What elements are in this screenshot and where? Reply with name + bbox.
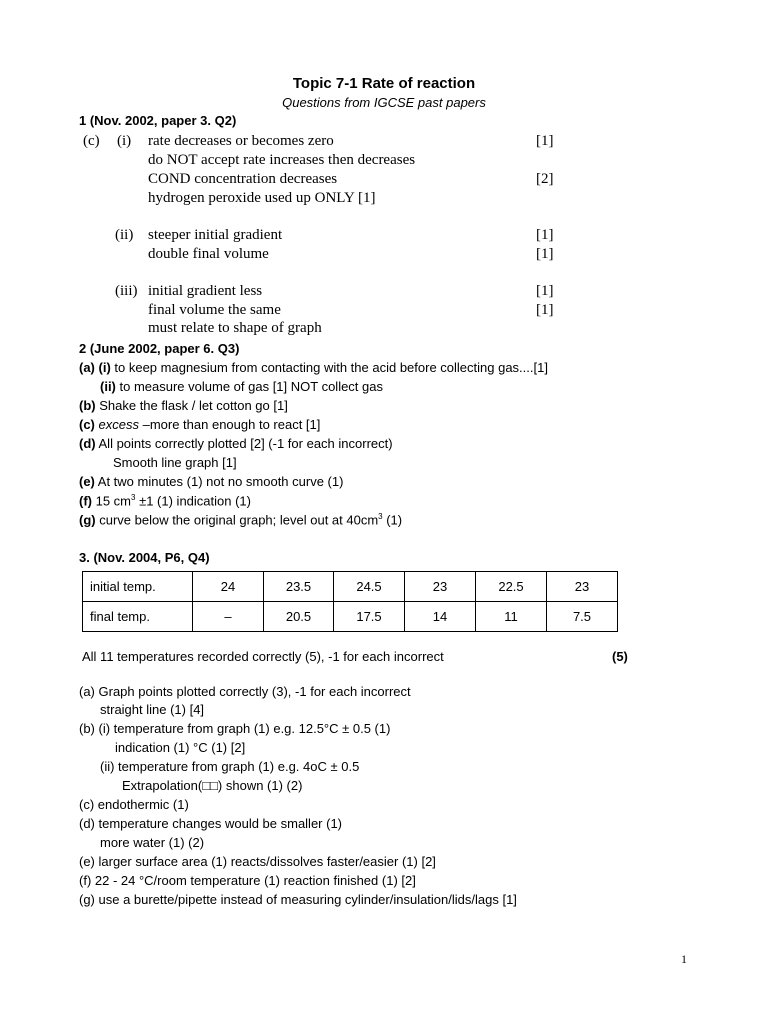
q2-c: (c) excess –more than enough to react [1]	[79, 417, 321, 432]
q2-a-i: (a) (i) to keep magnesium from contacting with the acid before collecting gas....[1]	[79, 360, 548, 375]
table-cell: 20.5	[264, 602, 334, 632]
table-cell: 23	[405, 572, 476, 602]
table-cell: 7.5	[547, 602, 618, 632]
q2-g: (g) curve below the original graph; level out at $40cm^3$ (1)	[79, 512, 403, 528]
q3-table-note-mark: (5)	[612, 649, 628, 664]
table-cell: 23.5	[264, 572, 334, 602]
page-subtitle: Questions from IGCSE past papers	[282, 95, 486, 110]
q3-line-d: (d) temperature changes would be smaller (1)	[79, 816, 343, 831]
table-cell: 22.5	[476, 572, 547, 602]
q3-line-b-i-2: indication (1) °C (1) [2]	[115, 740, 246, 755]
q3-line-c: (c) endothermic (1)	[79, 797, 189, 812]
q1-i-label: (i)	[117, 133, 132, 149]
q3-line-g: (g) use a burette/pipette instead of measuring cylinder/insulation/lids/lags [1]	[79, 892, 517, 907]
q1-ii-line-2: double final volume	[148, 246, 269, 262]
temperature-table	[82, 571, 618, 632]
table-row-label: initial temp.	[83, 572, 193, 602]
q3-table-note: All 11 temperatures recorded correctly (5), -1 for each incorrect	[82, 649, 444, 664]
q1-c-label: (c)	[83, 133, 100, 149]
q2-e: (e) At two minutes (1) not no smooth curve (1)	[79, 474, 344, 489]
q1-iii-mark-2: [1]	[536, 302, 554, 318]
q1-ii-mark-1: [1]	[536, 227, 554, 243]
q2-b: (b) Shake the flask / let cotton go [1]	[79, 398, 288, 413]
q3-heading: 3. (Nov. 2004, P6, Q4)	[79, 550, 210, 565]
q1-iii-line-1: initial gradient less	[148, 283, 263, 299]
q2-f: (f) 15 $cm^3 \pm 1$ (1) indication (1)	[79, 493, 251, 509]
q1-i-line-1: rate decreases or becomes zero	[148, 133, 334, 149]
q1-ii-label: (ii)	[115, 227, 134, 243]
q3-line-b-ii-2: Extrapolation(□□) shown (1) (2)	[122, 778, 303, 793]
q3-line-a-2: straight line (1) [4]	[100, 702, 205, 717]
q1-iii-label: (iii)	[115, 283, 138, 299]
q1-i-line-3: COND concentration decreases	[148, 171, 338, 187]
q3-line-b-i: (b) (i) temperature from graph (1) e.g. 12.5°C ± 0.5 (1)	[79, 721, 391, 736]
q1-i-mark-3: [2]	[536, 171, 554, 187]
q1-i-line-2: do NOT accept rate increases then decreases	[148, 152, 416, 168]
table-row	[83, 572, 618, 602]
q3-line-a: (a) Graph points plotted correctly (3), -1 for each incorrect	[79, 684, 411, 699]
table-cell: 11	[476, 602, 547, 632]
table-cell: 14	[405, 602, 476, 632]
table-row	[83, 602, 618, 632]
table-cell: –	[193, 602, 264, 632]
table-cell: 24.5	[334, 572, 405, 602]
q1-iii-line-2: final volume the same	[148, 302, 281, 318]
q3-line-e: (e) larger surface area (1) reacts/dissolves faster/easier (1) [2]	[79, 854, 436, 869]
q3-line-b-ii: (ii) temperature from graph (1) e.g. 4oC ± 0.5	[100, 759, 360, 774]
q2-d: (d) All points correctly plotted [2] (-1 for each incorrect)	[79, 436, 393, 451]
q2-a-ii: (ii) to measure volume of gas [1] NOT collect gas	[100, 379, 383, 394]
q1-i-line-4: hydrogen peroxide used up ONLY [1]	[148, 190, 376, 206]
q1-ii-mark-2: [1]	[536, 246, 554, 262]
q1-iii-mark-1: [1]	[536, 283, 554, 299]
table-cell: 23	[547, 572, 618, 602]
table-cell: 24	[193, 572, 264, 602]
table-cell: 17.5	[334, 602, 405, 632]
page-title: Topic 7-1 Rate of reaction	[292, 75, 476, 92]
q3-line-f: (f) 22 - 24 °C/room temperature (1) reaction finished (1) [2]	[79, 873, 416, 888]
q1-iii-line-3: must relate to shape of graph	[148, 320, 322, 336]
q3-line-d-2: more water (1) (2)	[100, 835, 205, 850]
q1-ii-line-1: steeper initial gradient	[148, 227, 283, 243]
q2-heading: 2 (June 2002, paper 6. Q3)	[79, 341, 240, 356]
q2-d-line-2: Smooth line graph [1]	[113, 455, 237, 470]
q1-heading: 1 (Nov. 2002, paper 3. Q2)	[79, 113, 237, 128]
page-number: 1	[681, 952, 687, 966]
table-row-label: final temp.	[83, 602, 193, 632]
q1-i-mark-1: [1]	[536, 133, 554, 149]
